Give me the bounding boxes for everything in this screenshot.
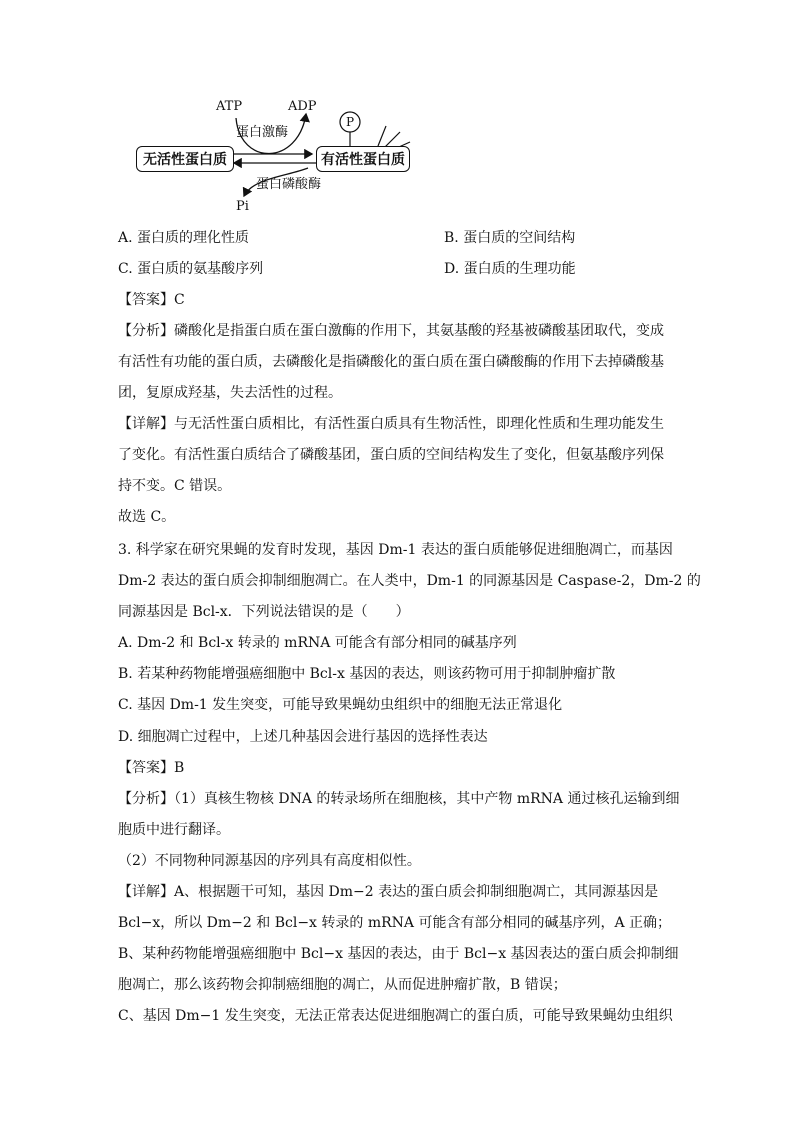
q2-detail-line: 持不变。C 错误。 xyxy=(118,478,232,494)
active-protein-label: 有活性蛋白质 xyxy=(321,152,405,168)
phosphatase-label: 蛋白磷酸酶 xyxy=(256,177,322,192)
phosphorylation-diagram xyxy=(128,96,428,218)
active-protein-box xyxy=(316,146,410,172)
q2-option-c: C. 蛋白质的氨基酸序列 xyxy=(118,261,264,277)
q3-stem-line: 3. 科学家在研究果蝇的发育时发现，基因 Dm-1 表达的蛋白质能够促进细胞凋亡，而基因 xyxy=(118,542,673,558)
pi-label: Pi xyxy=(236,199,249,214)
q3-analysis-line: 胞质中进行翻译。 xyxy=(118,822,230,838)
adp-label: ADP xyxy=(288,99,317,114)
q3-option-b: B. 若某种药物能增强癌细胞中 Bcl-x 基因的表达，则该药物可用于抑制肿瘤扩散 xyxy=(118,666,616,682)
q3-detail-line: 【详解】A、根据题干可知，基因 Dm−2 表达的蛋白质会抑制细胞凋亡，其同源基因是 xyxy=(118,884,659,900)
q2-answer: 【答案】C xyxy=(118,292,185,308)
q2-conclusion: 故选 C。 xyxy=(118,509,176,525)
q3-detail-line: Bcl−x，所以 Dm−2 和 Bcl−x 转录的 mRNA 可能含有部分相同的碱基序列，A 正确； xyxy=(118,915,672,931)
q3-stem-line: 同源基因是 Bcl-x．下列说法错误的是（ ） xyxy=(118,604,410,620)
q3-answer: 【答案】B xyxy=(118,760,185,776)
q2-detail-line: 了变化。有活性蛋白质结合了磷酸基团，蛋白质的空间结构发生了变化，但氨基酸序列保 xyxy=(118,447,664,463)
q2-detail-line: 【详解】与无活性蛋白质相比，有活性蛋白质具有生物活性，即理化性质和生理功能发生 xyxy=(118,416,664,432)
q3-stem-line: Dm-2 表达的蛋白质会抑制细胞凋亡。在人类中，Dm-1 的同源基因是 Caspase-2，Dm-2 的 xyxy=(118,573,701,589)
q2-option-d: D. 蛋白质的生理功能 xyxy=(444,261,576,277)
q3-detail-line: C、基因 Dm−1 发生突变，无法正常表达促进细胞凋亡的蛋白质，可能导致果蝇幼虫组织 xyxy=(118,1008,673,1024)
q3-analysis-line: （2）不同物种同源基因的序列具有高度相似性。 xyxy=(118,853,421,869)
q2-analysis-line: 团，复原成羟基，失去活性的过程。 xyxy=(118,385,342,401)
kinase-label: 蛋白激酶 xyxy=(236,125,289,140)
q3-option-d: D. 细胞凋亡过程中，上述几种基因会进行基因的选择性表达 xyxy=(118,729,488,745)
q3-analysis-line: 【分析】（1）真核生物核 DNA 的转录场所在细胞核，其中产物 mRNA 通过核孔运输到细 xyxy=(118,791,680,807)
q2-option-a: A. 蛋白质的理化性质 xyxy=(118,230,250,246)
q3-detail-line: B、某种药物能增强癌细胞中 Bcl−x 基因的表达，由于 Bcl−x 基因表达的蛋白质会抑制细 xyxy=(118,946,679,962)
q3-option-a: A. Dm-2 和 Bcl-x 转录的 mRNA 可能含有部分相同的碱基序列 xyxy=(118,635,517,651)
q3-detail-line: 胞凋亡，那么该药物会抑制癌细胞的凋亡，从而促进肿瘤扩散，B 错误； xyxy=(118,977,567,993)
atp-label: ATP xyxy=(216,99,243,114)
q2-analysis-line: 【分析】磷酸化是指蛋白质在蛋白激酶的作用下，其氨基酸的羟基被磷酸基团取代，变成 xyxy=(118,323,664,339)
q3-option-c: C. 基因 Dm-1 发生突变，可能导致果蝇幼虫组织中的细胞无法正常退化 xyxy=(118,697,563,713)
q2-option-b: B. 蛋白质的空间结构 xyxy=(444,230,576,246)
q2-analysis-line: 有活性有功能的蛋白质，去磷酸化是指磷酸化的蛋白质在蛋白磷酸酶的作用下去掉磷酸基 xyxy=(118,354,664,370)
inactive-protein-label: 无活性蛋白质 xyxy=(143,152,227,168)
inactive-protein-box xyxy=(136,146,234,172)
phosphate-p-label: P xyxy=(346,115,355,129)
